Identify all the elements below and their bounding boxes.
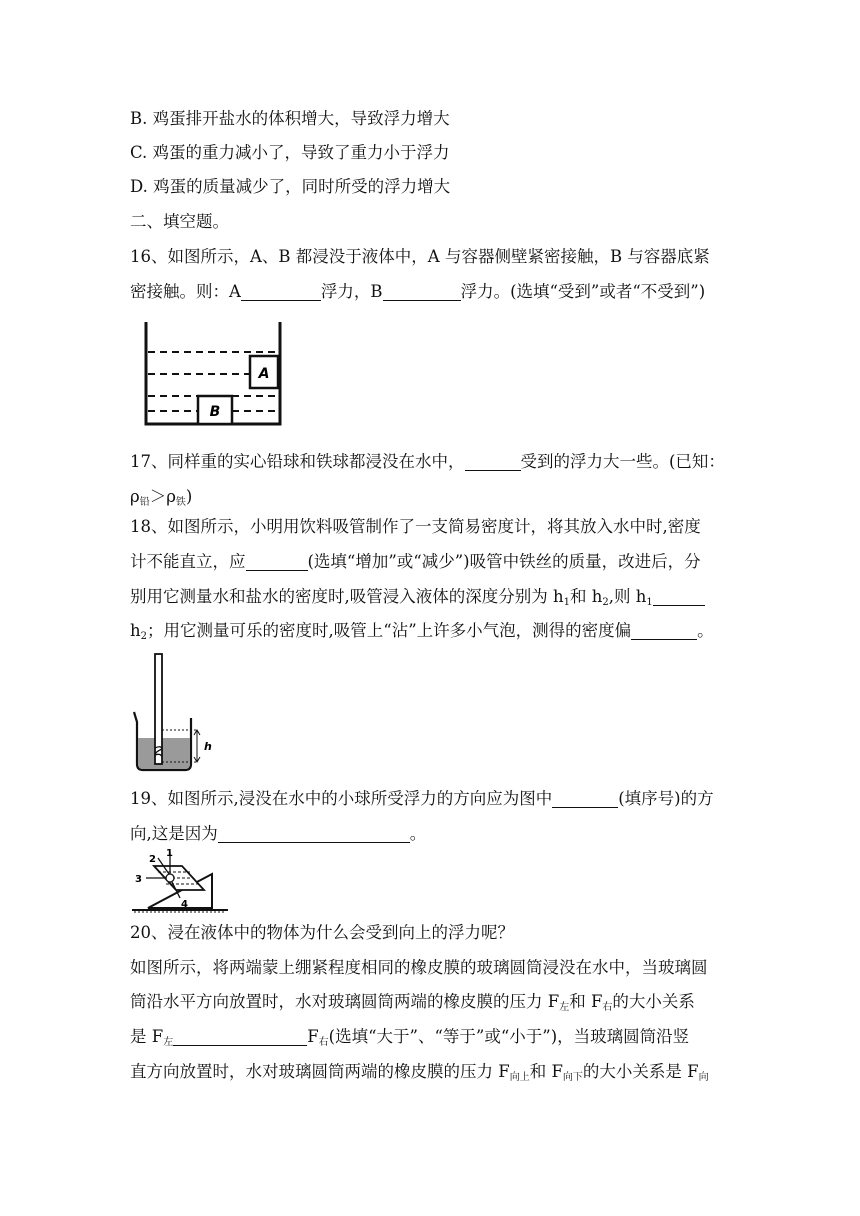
q18-blank-a[interactable] (246, 550, 308, 571)
q19-line2: 向,这是因为 。 (130, 824, 427, 843)
option-d: D. 鸡蛋的质量减少了，同时所受的浮力增大 (130, 177, 451, 196)
q16-line2: 密接触。则：A 浮力，B 浮力。(选填“受到”或者“不受到”) (130, 282, 706, 301)
q17-line1: 17、同样重的实心铅球和铁球都浸没在水中， 受到的浮力大一些。(已知： (130, 452, 725, 471)
q19-blank-b[interactable] (218, 822, 410, 843)
q19-line1: 19、如图所示,浸没在水中的小球所受浮力的方向应为图中 (填序号)的方 (130, 789, 714, 808)
beaker-liquid (138, 738, 190, 769)
q16-line1: 16、如图所示，A、B 都浸没于液体中，A 与容器侧壁紧密接触，B 与容器底紧 (130, 247, 710, 266)
q18-blank-b[interactable] (653, 585, 705, 606)
arrow-label-2: 2 (149, 854, 156, 865)
q20-line4: 是 $F_左$ $F_右$(选填“大于”、“等于”或“小于”)，当玻璃圆筒沿竖 (130, 1027, 690, 1048)
q20-line3: 筒沿水平方向放置时，水对玻璃圆筒两端的橡皮膜的压力 $F_左$和 $F_右$的大小关系 (130, 992, 695, 1013)
beaker-figure (128, 652, 223, 774)
q16-blank-a[interactable] (241, 280, 321, 301)
q18-blank-c[interactable] (631, 619, 697, 640)
block-a-label: A (258, 366, 270, 382)
section-heading: 二、填空题。 (130, 212, 229, 231)
arrow-label-1: 1 (166, 848, 173, 859)
q20-line2: 如图所示，将两端蒙上绷紧程度相同的橡皮膜的玻璃圆筒浸没在水中，当玻璃圆 (130, 958, 708, 977)
arrow-label-4: 4 (181, 899, 188, 910)
option-c: C. 鸡蛋的重力减小了，导致了重力小于浮力 (130, 143, 450, 162)
ball (166, 874, 174, 882)
q17-blank[interactable] (465, 450, 521, 471)
q18-line1: 18、如图所示，小明用饮料吸管制作了一支简易密度计，将其放入水中时,密度 (130, 517, 701, 536)
option-b: B. 鸡蛋排开盐水的体积增大，导致浮力增大 (130, 109, 450, 128)
q18-line2: 计不能直立，应 (选填“增加”或“减少”)吸管中铁丝的质量，改进后，分 (130, 552, 701, 571)
block-b-label: B (209, 404, 221, 420)
incline-figure (130, 846, 230, 916)
q18-line4: $h_2$；用它测量可乐的密度时,吸管上“沾”上许多小气泡，测得的密度偏 。 (130, 621, 714, 642)
q20-line5: 直方向放置时，水对玻璃圆筒两端的橡皮膜的压力 $F_{向上}$和 $F_{向下}$的大小关系是 $F_向$ (130, 1062, 709, 1083)
q20-blank[interactable] (173, 1025, 307, 1046)
q17-line2: $\rho_铅>\rho_铁$) (130, 487, 193, 508)
depth-label: h (204, 740, 212, 753)
q19-blank-a[interactable] (552, 787, 618, 808)
arrow-label-3: 3 (135, 874, 142, 885)
container-figure (140, 318, 285, 428)
q20-line1: 20、浸在液体中的物体为什么会受到向上的浮力呢？ (130, 923, 514, 942)
q16-blank-b[interactable] (383, 280, 461, 301)
q18-line3: 别用它测量水和盐水的密度时,吸管浸入液体的深度分别为 $h_1$和 $h_2$,则 $h_1$ (130, 580, 705, 620)
